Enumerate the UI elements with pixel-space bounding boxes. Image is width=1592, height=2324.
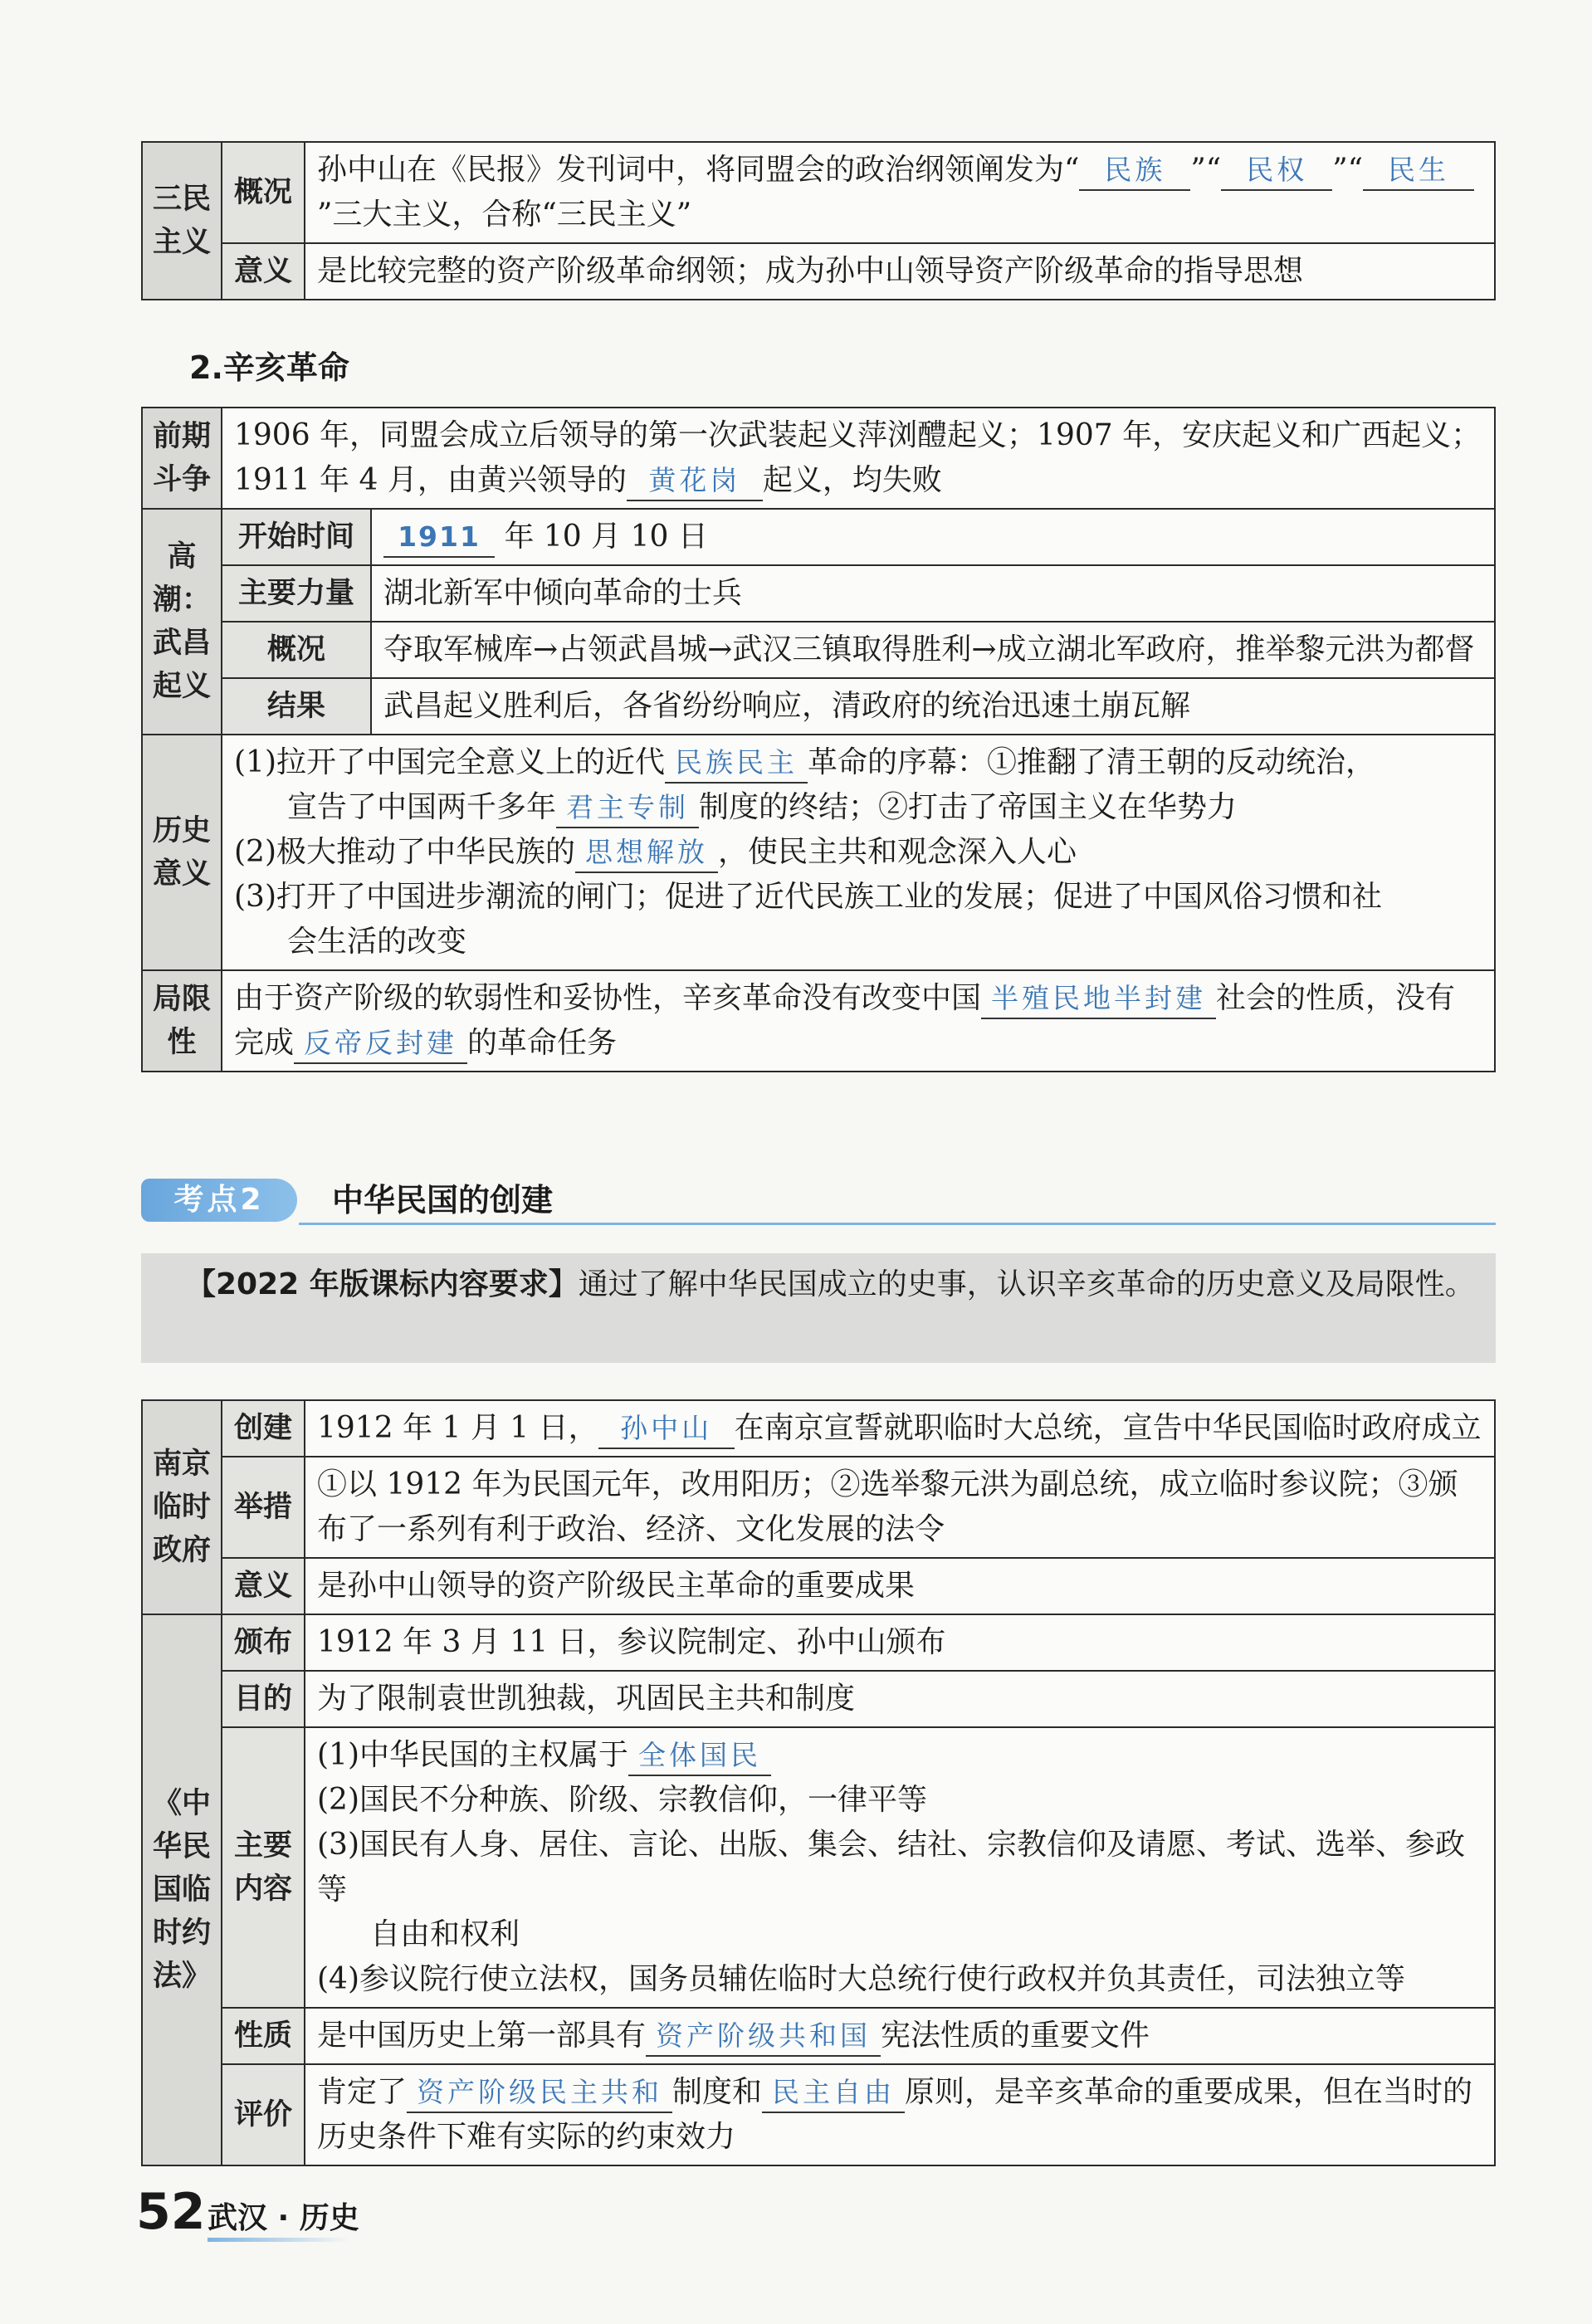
cell-text: (2)极大推动了中华民族的 xyxy=(234,835,575,869)
list-item xyxy=(234,830,1482,875)
list-item xyxy=(234,785,1482,830)
header-underline xyxy=(299,1223,1496,1225)
list-item xyxy=(234,740,1482,785)
standard-label: 【2022 年版课标内容要求】 xyxy=(186,1267,579,1301)
table-row xyxy=(142,1457,1495,1558)
table-cell: 是比较完整的资产阶级革命纲领；成为孙中山领导资产阶级革命的指导思想 xyxy=(305,243,1495,300)
row-label: 创建 xyxy=(222,1400,305,1457)
cell-text: (1)中华民国的主权属于 xyxy=(317,1738,628,1772)
table-row xyxy=(142,1558,1495,1614)
row-label: 局限性 xyxy=(142,970,222,1072)
table-cell: 是孙中山领导的资产阶级民主革命的重要成果 xyxy=(305,1558,1495,1614)
answer-blank: 资产阶级共和国 xyxy=(646,2017,881,2057)
table-row xyxy=(142,565,1495,622)
table-row xyxy=(142,735,1495,970)
cell-text: ”三大主义，合称“三民主义” xyxy=(317,198,692,232)
cell-text: 1912 年 1 月 1 日， xyxy=(317,1411,598,1445)
row-label: 主要力量 xyxy=(222,565,371,622)
row-label: 意义 xyxy=(222,1558,305,1614)
cell-text: 是中国历史上第一部具有 xyxy=(317,2019,647,2053)
table-row xyxy=(142,1614,1495,1671)
table-cell: 夺取军械库→占领武昌城→武汉三镇取得胜利→成立湖北军政府，推举黎元洪为都督 xyxy=(371,622,1495,678)
cell-text: (1)拉开了中国完全意义上的近代 xyxy=(234,745,665,779)
answer-blank: 民族 xyxy=(1079,151,1190,191)
cell-text: 革命的序幕：①推翻了清王朝的反动统治， xyxy=(808,745,1376,779)
cell-text: 孙中山在《民报》发刊词中，将同盟会的政治纲领阐发为“ xyxy=(317,153,1080,187)
roc-founding-table xyxy=(141,1399,1496,2166)
answer-blank: 民主自由 xyxy=(762,2073,905,2113)
answer-blank: 思想解放 xyxy=(575,833,718,873)
cell-text: ”“ xyxy=(1332,153,1364,187)
table-cell: ①以 1912 年为民国元年，改用阳历；②选举黎元洪为副总统，成立临时参议院；③颁布了一系列有利于政治、经济、文化发展的法令 xyxy=(305,1457,1495,1558)
row-label: 目的 xyxy=(222,1671,305,1727)
row-label: 主要内容 xyxy=(222,1727,305,2008)
row-label: 意义 xyxy=(222,243,305,300)
answer-blank: 资产阶级民主共和 xyxy=(407,2073,672,2113)
cell-text: 社会的性质，没有完成 xyxy=(234,981,1456,1060)
table-row xyxy=(142,622,1495,678)
row-label: 前期斗争 xyxy=(142,408,222,509)
list-item: (4)参议院行使立法权，国务员辅佐临时大总统行使行政权并负其责任，司法独立等 xyxy=(317,1962,1405,1996)
table-row xyxy=(142,1727,1495,2008)
table-cell xyxy=(222,735,1495,970)
table-row xyxy=(142,408,1495,509)
table-cell xyxy=(371,509,1495,565)
answer-blank: 1911 xyxy=(383,518,495,558)
list-item: 会生活的改变 xyxy=(287,925,467,959)
cell-text: 起义，均失败 xyxy=(762,463,942,497)
row-label: 开始时间 xyxy=(222,509,371,565)
row-group-label: 南京临时政府 xyxy=(142,1400,222,1614)
key-point-header xyxy=(141,1177,1496,1227)
table-row xyxy=(142,970,1495,1072)
row-label: 颁布 xyxy=(222,1614,305,1671)
table-row xyxy=(142,2064,1495,2165)
list-item: (2)国民不分种族、阶级、宗教信仰，一律平等 xyxy=(317,1783,927,1817)
cell-text: 年 10 月 10 日 xyxy=(504,520,708,554)
row-label: 评价 xyxy=(222,2064,305,2165)
table-cell xyxy=(305,2064,1495,2165)
cell-text: 的革命任务 xyxy=(467,1026,618,1060)
table-cell xyxy=(305,142,1495,243)
list-item: (3)国民有人身、居住、言论、出版、集会、结社、宗教信仰及请愿、考试、选举、参政等 xyxy=(317,1828,1465,1907)
answer-blank: 民权 xyxy=(1221,151,1332,191)
cell-text: 肯定了 xyxy=(317,2075,408,2109)
table-row xyxy=(142,2008,1495,2064)
list-item xyxy=(317,1733,1482,1778)
answer-blank: 反帝反封建 xyxy=(294,1024,467,1064)
table-cell: 1912 年 3 月 11 日，参议院制定、孙中山颁布 xyxy=(305,1614,1495,1671)
list-item: (3)打开了中国进步潮流的闸门；促进了近代民族工业的发展；促进了中国风俗习惯和社 xyxy=(234,880,1382,914)
cell-text: 在南京宣誓就职临时大总统，宣告中华民国临时政府成立 xyxy=(734,1411,1482,1445)
answer-blank: 孙中山 xyxy=(598,1409,735,1449)
cell-text: 制度的终结；②打击了帝国主义在华势力 xyxy=(699,790,1238,824)
row-group-label: 三民主义 xyxy=(142,142,222,300)
table-cell xyxy=(222,408,1495,509)
cell-text: ，使民主共和观念深入人心 xyxy=(718,835,1077,869)
row-label: 性质 xyxy=(222,2008,305,2064)
row-label: 概况 xyxy=(222,622,371,678)
row-group-label: 《中华民国临时约法》 xyxy=(142,1614,222,2165)
cell-text: ”“ xyxy=(1190,153,1222,187)
list-item: 自由和权利 xyxy=(370,1917,520,1951)
row-label: 举措 xyxy=(222,1457,305,1558)
page-number: 52 xyxy=(136,2183,206,2241)
footer-title: 武汉 · 历史 xyxy=(208,2201,359,2235)
table-cell xyxy=(305,2008,1495,2064)
cell-text: 制度和 xyxy=(672,2075,763,2109)
table-cell xyxy=(222,970,1495,1072)
answer-blank: 半殖民地半封建 xyxy=(981,979,1216,1019)
row-group-label: 高潮：武昌起义 xyxy=(142,509,222,735)
xinhai-revolution-table xyxy=(141,407,1496,1072)
table-row xyxy=(142,678,1495,735)
answer-blank: 全体国民 xyxy=(628,1736,771,1776)
row-label: 结果 xyxy=(222,678,371,735)
table-cell: 为了限制袁世凯独裁，巩固民主共和制度 xyxy=(305,1671,1495,1727)
answer-blank: 民族民主 xyxy=(665,744,808,784)
cell-text: 由于资产阶级的软弱性和妥协性，辛亥革命没有改变中国 xyxy=(234,981,982,1015)
cell-text: 1906 年，同盟会成立后领导的第一次武装起义萍浏醴起义；1907 年，安庆起义和广西起义；1911 年 4 月，由黄兴领导的 xyxy=(234,418,1482,497)
curriculum-standard-box xyxy=(141,1253,1496,1363)
table-cell: 湖北新军中倾向革命的士兵 xyxy=(371,565,1495,622)
table-row xyxy=(142,142,1495,243)
table-row xyxy=(142,1671,1495,1727)
three-principles-table xyxy=(141,141,1496,300)
answer-blank: 君主专制 xyxy=(556,788,699,828)
table-row xyxy=(142,509,1495,565)
table-row xyxy=(142,243,1495,300)
key-point-tag: 考点2 xyxy=(141,1179,297,1222)
footer-accent-line xyxy=(208,2238,349,2242)
section-heading: 2.辛亥革命 xyxy=(189,349,349,386)
cell-text: 宪法性质的重要文件 xyxy=(881,2019,1150,2053)
table-cell xyxy=(305,1400,1495,1457)
row-label: 概况 xyxy=(222,142,305,243)
answer-blank: 黄花岗 xyxy=(627,461,763,501)
table-cell xyxy=(305,1727,1495,2008)
key-point-title: 中华民国的创建 xyxy=(332,1182,554,1218)
answer-blank: 民生 xyxy=(1363,151,1474,191)
standard-text: 通过了解中华民国成立的史事，认识辛亥革命的历史意义及局限性。 xyxy=(578,1267,1475,1301)
table-row xyxy=(142,1400,1495,1457)
cell-text: 原则，是辛亥革命的重要成果，但在当时的历史条件下难有实际的约束效力 xyxy=(317,2075,1473,2154)
table-cell: 武昌起义胜利后，各省纷纷响应，清政府的统治迅速土崩瓦解 xyxy=(371,678,1495,735)
row-label: 历史意义 xyxy=(142,735,222,970)
cell-text: 宣告了中国两千多年 xyxy=(287,790,557,824)
